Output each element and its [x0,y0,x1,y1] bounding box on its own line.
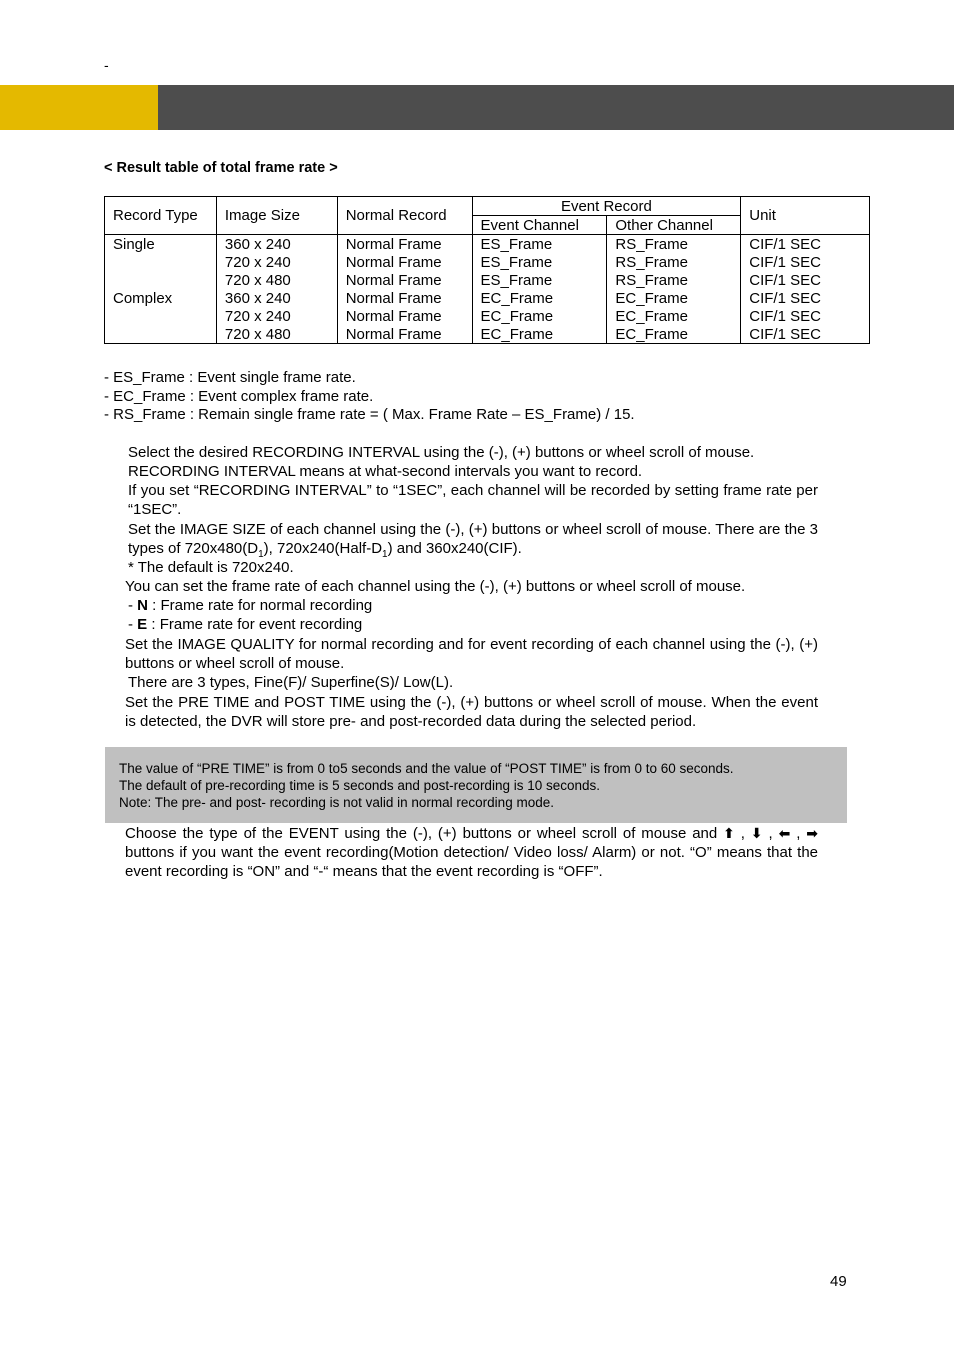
frame-definitions [104,369,635,425]
quality-line-1: Set the IMAGE QUALITY for normal recording and for event recording of each channel using the (-), (+) buttons or wheel scroll of mouse. [125,636,818,672]
image-size-section [128,520,818,577]
subscript-2: 1 [382,549,388,560]
cell-event-channel: EC_Frame [472,307,607,325]
recording-interval-section [128,443,818,519]
cell-image-size: 720 x 480 [216,271,337,289]
cell-event-channel: EC_Frame [472,289,607,307]
cell-event-channel: ES_Frame [472,271,607,289]
image-size-default: * The default is 720x240. [128,559,294,576]
image-quality-section [125,635,818,692]
cell-event-channel: ES_Frame [472,253,607,271]
header-other-channel: Other Channel [607,216,741,235]
cell-unit: CIF/1 SEC [741,307,870,325]
frame-rate-normal: - N : Frame rate for normal recording [128,597,373,614]
cell-normal-record: Normal Frame [337,271,472,289]
cell-normal-record: Normal Frame [337,325,472,344]
arrow-right-icon: ➡ [806,825,818,841]
cell-other-channel: RS_Frame [607,271,741,289]
image-size-text-a: Set the IMAGE SIZE of each channel using the (-), (+) buttons or wheel scroll of mouse. There are the 3 types of 720x480(D [128,521,818,557]
header-event-record: Event Record [472,197,741,216]
interval-line-1: Select the desired RECORDING INTERVAL using the (-), (+) buttons or wheel scroll of mouse. [128,444,755,461]
note-rs-frame: - RS_Frame : Remain single frame rate = ( Max. Frame Rate – ES_Frame) / 15. [104,406,635,423]
cell-record-type: Single [105,235,217,254]
key-e: E [137,616,148,633]
header-image-size: Image Size [216,197,337,235]
interval-line-2: RECORDING INTERVAL means at what-second intervals you want to record. [128,463,643,480]
cell-normal-record: Normal Frame [337,235,472,254]
cell-other-channel: RS_Frame [607,235,741,254]
table-row [105,325,870,344]
cell-unit: CIF/1 SEC [741,235,870,254]
note-ec-frame: - EC_Frame : Event complex frame rate. [104,387,374,405]
header-event-channel: Event Channel [472,216,607,235]
cell-record-type [105,325,217,344]
pre-post-text: Set the PRE TIME and POST TIME using the (-), (+) buttons or wheel scroll of mouse. When the event is detected, the DVR will store pre- and post-recorded data during the selected period. [125,694,818,730]
frame-rate-event: - E : Frame rate for event recording [128,616,363,633]
event-text: Choose the type of the EVENT using the (-), (+) buttons or wheel scroll of mouse and ⬆ , ⬇ , ⬅ , ➡ buttons if you want the event recording(Motion detection/ Video loss/ Alarm) or not. “O” means that the event recording is “ON” and “-“ means that the event recording is “OFF”. [125,825,818,880]
cell-other-channel: EC_Frame [607,325,741,344]
image-size-text [128,520,818,558]
cell-record-type [105,271,217,289]
page-number: 49 [830,1273,847,1290]
table-row [105,307,870,325]
cell-image-size: 720 x 240 [216,307,337,325]
image-size-text-c: ) and 360x240(CIF). [387,540,522,557]
frame-rate-line: You can set the frame rate of each channel using the (-), (+) buttons or wheel scroll of mouse. [125,578,746,595]
event-section [125,824,818,881]
section-title: < Result table of total frame rate > [104,160,338,176]
header-unit: Unit [741,197,870,235]
header-record-type: Record Type [105,197,217,235]
cell-unit: CIF/1 SEC [741,271,870,289]
cell-other-channel: EC_Frame [607,289,741,307]
note-box-line-1: The value of “PRE TIME” is from 0 to5 seconds and the value of “POST TIME” is from 0 to 60 seconds. [119,761,734,776]
frame-rate-section [125,577,818,634]
note-box-line-2: The default of pre-recording time is 5 seconds and post-recording is 10 seconds. [119,778,601,793]
cell-record-type [105,253,217,271]
interval-line-3: If you set “RECORDING INTERVAL” to “1SEC”, each channel will be recorded by setting frame rate per “1SEC”. [128,482,818,518]
note-box [105,747,847,823]
cell-normal-record: Normal Frame [337,253,472,271]
table-row [105,253,870,271]
subscript-1: 1 [258,549,264,560]
cell-record-type [105,307,217,325]
arrow-up-icon: ⬆ [723,825,735,841]
cell-image-size: 720 x 240 [216,253,337,271]
note-es-frame: - ES_Frame : Event single frame rate. [104,369,356,386]
cell-normal-record: Normal Frame [337,307,472,325]
table-row [105,289,870,307]
header-normal-record: Normal Record [337,197,472,235]
cell-normal-record: Normal Frame [337,289,472,307]
cell-event-channel: ES_Frame [472,235,607,254]
key-n: N [137,597,149,614]
cell-image-size: 720 x 480 [216,325,337,344]
image-size-text-b: ), 720x240(Half-D [263,540,383,557]
frame-rate-table [104,196,870,344]
arrow-down-icon: ⬇ [750,825,763,841]
cell-other-channel: EC_Frame [607,307,741,325]
cell-unit: CIF/1 SEC [741,253,870,271]
table-row [105,235,870,254]
pre-post-time-section [125,693,818,731]
cell-record-type: Complex [105,289,217,307]
cell-image-size: 360 x 240 [216,235,337,254]
cell-other-channel: RS_Frame [607,253,741,271]
cell-unit: CIF/1 SEC [741,289,870,307]
header-dash: - [104,57,109,73]
header-band [158,85,954,130]
cell-image-size: 360 x 240 [216,289,337,307]
note-box-line-3: Note: The pre- and post- recording is not valid in normal recording mode. [119,795,554,810]
arrow-left-icon: ⬅ [778,825,791,841]
header-accent-band [0,85,158,130]
quality-line-2: There are 3 types, Fine(F)/ Superfine(S)/ Low(L). [128,674,454,691]
cell-event-channel: EC_Frame [472,325,607,344]
table-row [105,271,870,289]
cell-unit: CIF/1 SEC [741,325,870,344]
